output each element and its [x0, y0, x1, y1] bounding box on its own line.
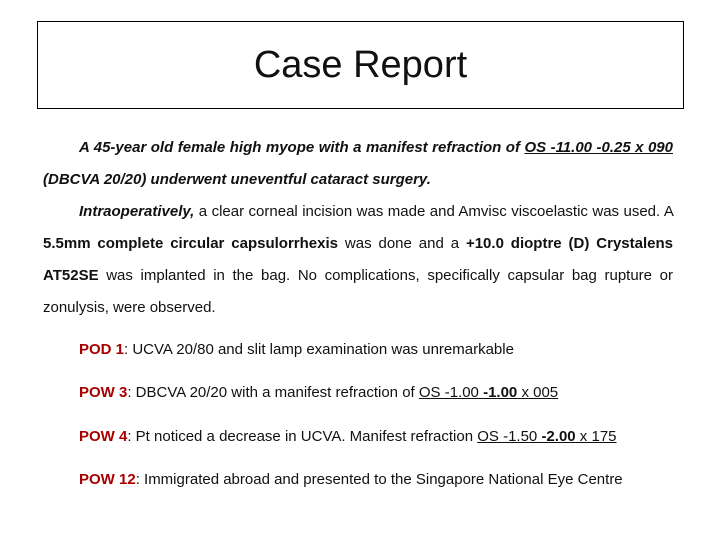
implant-connector: was done and a: [338, 235, 466, 252]
intraoperative-lead: Intraoperatively,: [79, 203, 195, 220]
pow3-entry: [79, 383, 558, 403]
pow4-refraction: [477, 428, 616, 445]
pow4-cyl: -2.00: [541, 428, 576, 445]
pow3-os: OS -1.00: [418, 384, 484, 401]
lens-detail: +10.0 dioptre (D) Crystalens AT52SE: [43, 235, 673, 284]
capsulorrhexis-detail: 5.5mm complete circular capsulorrhexis: [43, 235, 339, 252]
pod1-text: : UCVA 20/80 and slit lamp examination was unremarkable: [124, 341, 514, 358]
pow3-axis: x 005: [517, 384, 559, 401]
pow12-label: POW 12: [79, 471, 136, 488]
pod1-label: POD 1: [79, 341, 125, 358]
complications-text: was implanted in the bag. No complications, specifically capsular bag rupture or zonulysis, were observed.: [43, 267, 673, 316]
initial-refraction: OS -11.00 -0.25 x 090: [524, 139, 673, 156]
summary-outcome: (DBCVA 20/20) underwent uneventful cataract surgery.: [43, 171, 431, 188]
pow3-text: : DBCVA 20/20 with a manifest refraction of: [127, 384, 419, 401]
pow4-text: : Pt noticed a decrease in UCVA. Manifest refraction: [127, 428, 478, 445]
case-summary-paragraph: [43, 132, 673, 196]
pod1-entry: [79, 340, 514, 360]
intraoperative-paragraph: [43, 196, 673, 324]
pow12-entry: [79, 470, 623, 490]
title-box: [37, 21, 684, 109]
pow3-refraction: [419, 384, 558, 401]
pow3-cyl: -1.00: [483, 384, 518, 401]
summary-intro: A 45-year old female high myope with a manifest refraction of: [79, 139, 525, 156]
pow12-text: : Immigrated abroad and presented to the Singapore National Eye Centre: [135, 471, 623, 488]
page-title: Case Report: [253, 43, 468, 86]
pow4-os: OS -1.50: [477, 428, 542, 445]
incision-text: a clear corneal incision was made and Amvisc viscoelastic was used. A: [194, 203, 673, 220]
pow4-axis: x 175: [575, 428, 617, 445]
pow3-label: POW 3: [79, 384, 128, 401]
pow4-entry: [79, 427, 617, 447]
pow4-label: POW 4: [79, 428, 128, 445]
